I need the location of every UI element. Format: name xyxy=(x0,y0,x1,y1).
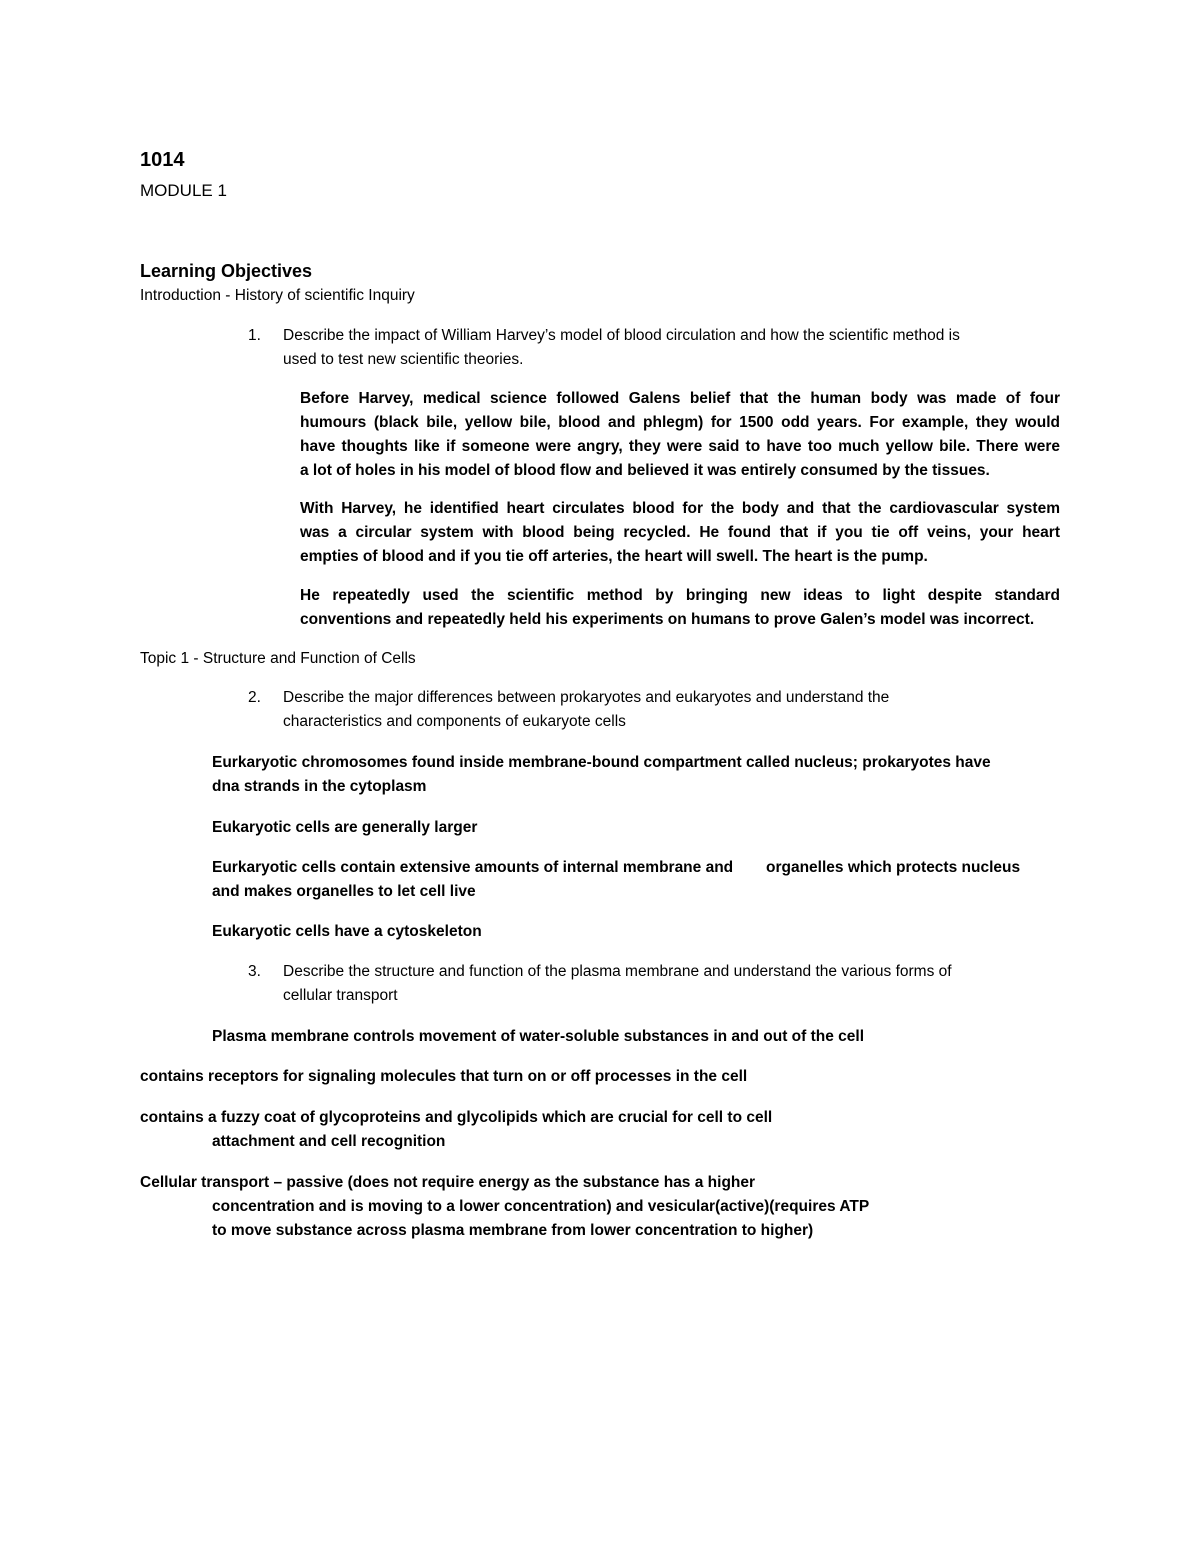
module-label: MODULE 1 xyxy=(140,181,227,200)
answer-paragraph-line: He repeatedly used the scientific method by bringing new ideas to light despite standard xyxy=(300,587,1060,604)
answer-paragraph-line: Before Harvey, medical science followed Galens belief that the human body was made of four xyxy=(300,390,1060,407)
note-line: and makes organelles to let cell live xyxy=(212,883,476,900)
answer-paragraph-line: was a circular system with blood being recycled. He found that if you tie off veins, your heart xyxy=(300,524,1060,541)
answer-paragraph-line: empties of blood and if you tie off arteries, the heart will swell. The heart is the pump. xyxy=(300,548,928,565)
answer-paragraph-line: humours (black bile, yellow bile, blood and phlegm) for 1500 odd years. For example, they would xyxy=(300,414,1060,431)
objective-number: 3. xyxy=(248,963,261,980)
note-line: to move substance across plasma membrane from lower concentration to higher) xyxy=(212,1222,814,1239)
note-line: Eurkaryotic cells contain extensive amounts of internal membrane and xyxy=(212,859,734,876)
topic-heading: Topic 1 - Structure and Function of Cells xyxy=(140,650,416,667)
objective-text-line: characteristics and components of eukaryote cells xyxy=(283,713,626,730)
objective-text-line: Describe the structure and function of the plasma membrane and understand the various forms of xyxy=(283,963,952,980)
note-line: dna strands in the cytoplasm xyxy=(212,778,427,795)
answer-paragraph-line: have thoughts like if someone were angry, they were said to have too much yellow bile. There were xyxy=(300,438,1060,455)
note-line: contains receptors for signaling molecules that turn on or off processes in the cell xyxy=(140,1068,748,1085)
note-line: attachment and cell recognition xyxy=(212,1133,446,1150)
objective-text-line: used to test new scientific theories. xyxy=(283,351,524,368)
answer-paragraph-line: With Harvey, he identified heart circulates blood for the body and that the cardiovascular system xyxy=(300,500,1060,517)
intro-heading: Introduction - History of scientific Inquiry xyxy=(140,287,415,304)
objective-text-line: Describe the major differences between prokaryotes and eukaryotes and understand the xyxy=(283,689,890,706)
objective-number: 2. xyxy=(248,689,261,706)
note-line: Cellular transport – passive (does not require energy as the substance has a higher xyxy=(140,1174,756,1191)
note-line: contains a fuzzy coat of glycoproteins and glycolipids which are crucial for cell to cell xyxy=(140,1109,773,1126)
objective-text-line: cellular transport xyxy=(283,987,398,1004)
answer-paragraph-line: a lot of holes in his model of blood flow and believed it was entirely consumed by the tissues. xyxy=(300,462,990,479)
note-line: organelles which protects nucleus xyxy=(766,859,1021,876)
objective-number: 1. xyxy=(248,327,261,344)
answer-paragraph-line: conventions and repeatedly held his experiments on humans to prove Galen’s model was incorrect. xyxy=(300,611,1035,628)
note-line: Plasma membrane controls movement of water-soluble substances in and out of the cell xyxy=(212,1028,865,1045)
note-line: concentration and is moving to a lower concentration) and vesicular(active)(requires ATP xyxy=(212,1198,870,1215)
section-title: Learning Objectives xyxy=(140,261,313,281)
course-number: 1014 xyxy=(140,149,185,171)
note-line: Eurkaryotic chromosomes found inside membrane-bound compartment called nucleus; prokaryotes have xyxy=(212,754,991,771)
note-line: Eukaryotic cells have a cytoskeleton xyxy=(212,923,482,940)
note-line: Eukaryotic cells are generally larger xyxy=(212,819,478,836)
objective-text-line: Describe the impact of William Harvey’s model of blood circulation and how the scientific method is xyxy=(283,327,960,344)
